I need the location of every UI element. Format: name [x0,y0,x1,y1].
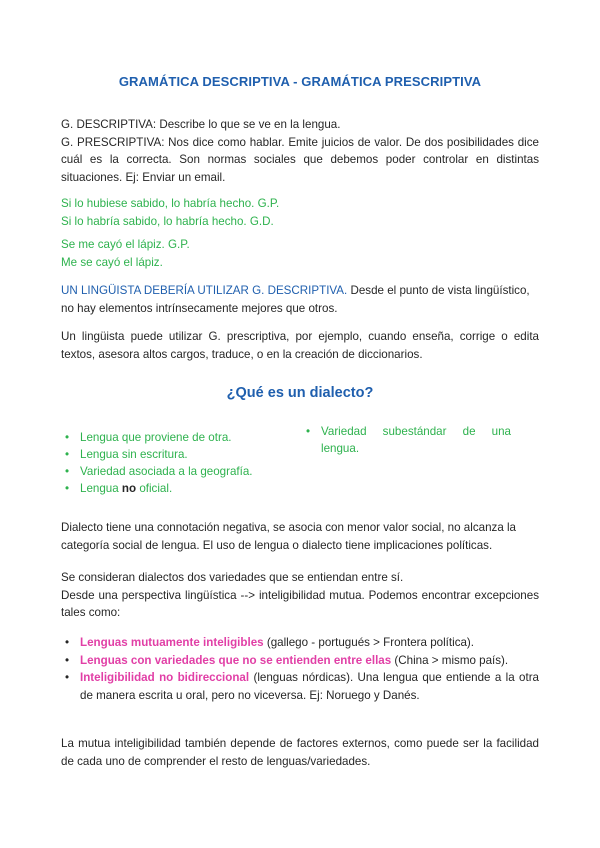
list-item-text: Lengua sin escritura. [80,448,188,461]
list-item-text-after: oficial. [136,482,173,495]
definition-descriptiva: G. DESCRIPTIVA: Describe lo que se ve en la lengua. [61,118,341,131]
connotation-paragraph: Dialecto tiene una connotación negativa, se asocia con menor valor social, no alcanza la categoría social de lengua. El uso de lengua o dialecto tiene implicaciones políticas. [61,521,517,552]
definition-prescriptiva: G. PRESCRIPTIVA: Nos dice como hablar. Emite juicios de valor. De dos posibilidades dice cuál es la correcta. Son normas sociales que debemos poder controlar en distintas situaciones. Ej: Enviar un email. [61,135,539,184]
exception-term: Inteligibilidad no bidireccional [80,671,250,684]
list-item [61,463,281,480]
linguist-note-paragraph [61,282,539,317]
bullet-icon: • [65,653,70,667]
bullet-icon: • [65,448,70,461]
bullet-icon: • [65,431,70,444]
section-title-dialect: ¿Qué es un dialecto? [226,385,374,401]
list-item [61,669,539,704]
example-1-line-2: Si lo habría sabido, lo habría hecho. G.D. [61,214,274,228]
list-item-text: Variedad subestándar de una lengua. [321,425,511,455]
exceptions-list [61,634,539,704]
example-2-line-2: Me se cayó el lápiz. [61,255,163,269]
linguist-note-text: Desde el punto de vista lingüístico, no hay elementos intrínsecamente mejores que otros. [61,284,530,315]
closing-paragraph: La mutua inteligibilidad también depende de factores externos, como puede ser la facilidad de cada uno de comprender el resto de lenguas/variedades. [61,737,539,768]
list-item-text: Variedad asociada a la geografía. [80,465,253,478]
definitions-paragraph [61,116,539,186]
prescriptive-use-paragraph: Un lingüista puede utilizar G. prescriptiva, por ejemplo, cuando enseña, corrige o edita textos, asesora altos cargos, traduce, o en la creación de diccionarios. [61,330,539,361]
bullet-icon: • [306,425,311,438]
exception-desc: (gallego - portugués > Frontera política). [263,636,475,649]
list-item [61,480,281,497]
exception-desc: (China > mismo país). [391,653,509,667]
varieties-line-1: Se consideran dialectos dos variedades que se entiendan entre sí. [61,571,404,584]
dialect-list-left [61,429,281,497]
list-item-bold-word: no [121,482,137,495]
bullet-icon: • [65,482,70,495]
dialect-list-right [302,423,511,457]
list-item [61,652,539,670]
list-item [61,634,539,652]
linguist-note-highlight: UN LINGÜISTA DEBERÍA UTILIZAR G. DESCRIPTIVA. [61,284,348,297]
example-1-line-1: Si lo hubiese sabido, lo habría hecho. G.P. [61,197,280,210]
exception-desc: (lenguas nórdicas). Una lengua que entiende a la otra de manera escrita u oral, pero no viceversa. Ej: Noruego y Danés. [80,671,540,702]
list-item-text-before: Lengua [80,482,122,495]
example-block-2 [61,236,539,271]
page-title: GRAMÁTICA DESCRIPTIVA - GRAMÁTICA PRESCRIPTIVA [118,74,482,89]
list-item [302,423,511,457]
list-item-text: Lengua que proviene de otra. [80,431,232,444]
list-item [61,429,281,446]
example-block-1 [61,195,539,230]
list-item [61,446,281,463]
varieties-paragraph [61,569,539,622]
bullet-icon: • [65,671,70,684]
bullet-icon: • [65,465,70,478]
exception-term: Lenguas con variedades que no se entienden entre ellas [80,653,392,667]
exception-term: Lenguas mutuamente inteligibles [80,636,264,649]
example-2-line-1: Se me cayó el lápiz. G.P. [61,238,190,251]
bullet-icon: • [65,636,70,649]
varieties-line-2: Desde una perspectiva lingüística --> inteligibilidad mutua. Podemos encontrar excepciones tales como: [61,588,539,619]
